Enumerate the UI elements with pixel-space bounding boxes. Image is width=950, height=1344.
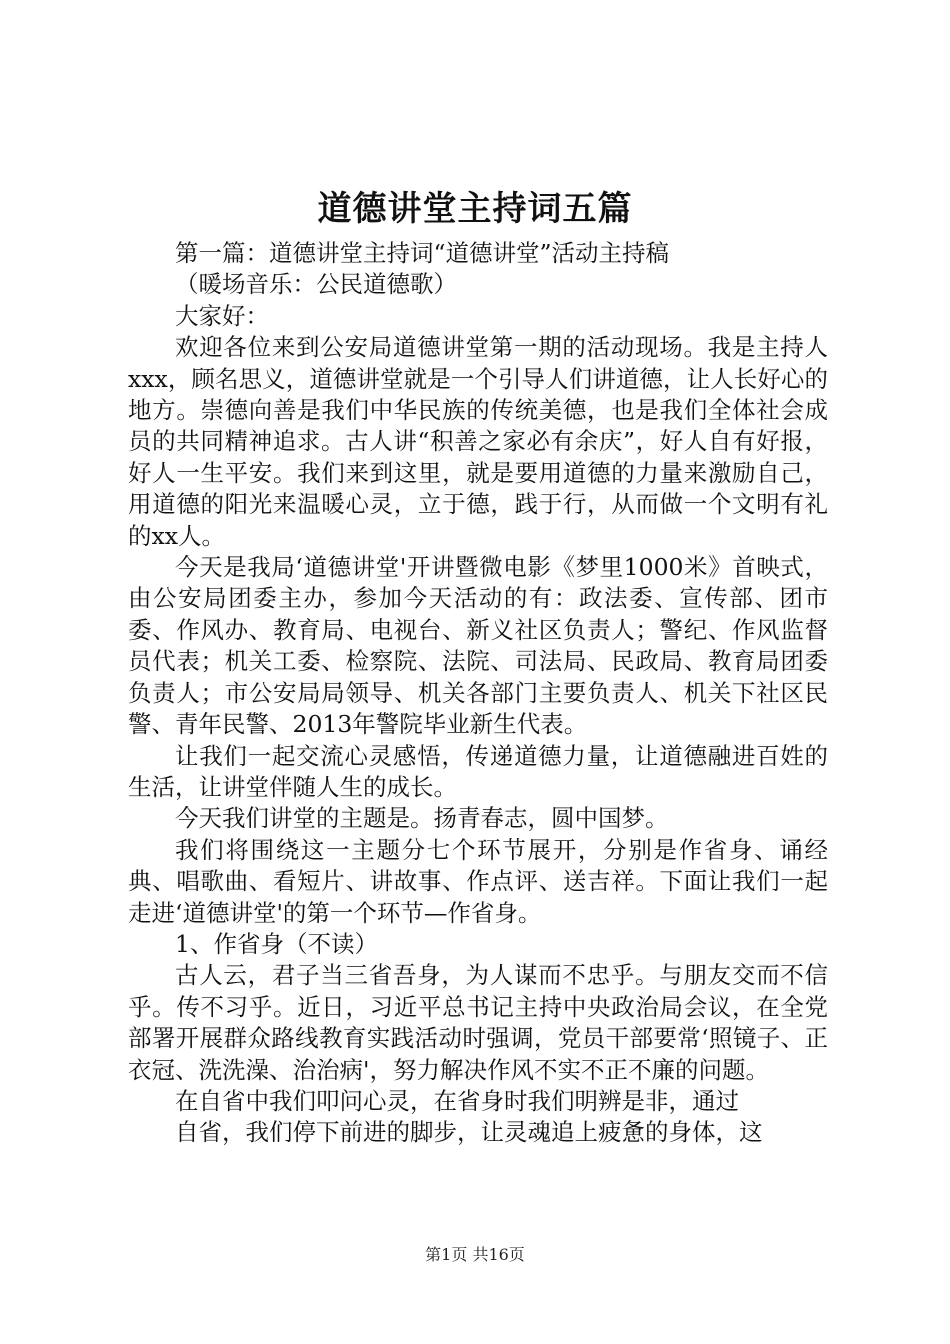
- document-title: 道德讲堂主持词五篇: [317, 189, 633, 229]
- paragraph-seven-sections: 我们将围绕这一主题分七个环节展开，分别是作省身、诵经典、唱歌曲、看短片、讲故事、作点评、送吉祥。下面让我们一起走进‘道德讲堂'的第一个环节—作省身。: [128, 835, 828, 927]
- paragraph-theme: 今天我们讲堂的主题是。扬青春志，圆中国梦。: [175, 804, 669, 833]
- paragraph-self-reflection: 在自省中我们叩问心灵，在省身时我们明辨是非，通过: [175, 1086, 739, 1115]
- paragraph-ancient-saying: 古人云，君子当三省吾身，为人谋而不忠乎。与朋友交而不信乎。传不习乎。近日，习近平总书记主持中央政治局会议，在全党部署开展群众路线教育实践活动时强调，党员干部要常‘照镜子、正衣冠、洗洗澡、治治病'，努力解决作风不实不正不廉的问题。: [128, 961, 828, 1084]
- paragraph-welcome: 欢迎各位来到公安局道德讲堂第一期的活动现场。我是主持人xxx，顾名思义，道德讲堂就是一个引导人们讲道德，让人长好心的地方。崇德向善是我们中华民族的传统美德，也是我们全体社会成员的共同精神追求。古人讲“积善之家必有余庆”，好人自有好报，好人一生平安。我们来到这里，就是要用道德的力量来激励自己，用道德的阳光来温暖心灵，立于德，践于行，从而做一个文明有礼的xx人。: [128, 333, 828, 550]
- paragraph-self-reflection-continued: 自省，我们停下前进的脚步，让灵魂追上疲惫的身体，这: [175, 1118, 763, 1147]
- document-body: [128, 238, 828, 1149]
- paragraph-section-heading: 第一篇：道德讲堂主持词“道德讲堂”活动主持稿: [175, 239, 670, 267]
- paragraph-greeting: 大家好：: [175, 301, 269, 330]
- page-footer: 第1页 共16页: [425, 1245, 525, 1264]
- paragraph-step-one-heading: 1、作省身（不读）: [175, 929, 378, 958]
- paragraph-exchange: 让我们一起交流心灵感悟，传递道德力量，让道德融进百姓的生活，让讲堂伴随人生的成长。: [128, 741, 828, 801]
- paragraph-warmup-music: （暖场音乐：公民道德歌）: [175, 270, 457, 299]
- paragraph-attendees: 今天是我局‘道德讲堂'开讲暨微电影《梦里1000米》首映式，由公安局团委主办，参加今天活动的有：政法委、宣传部、团市委、作风办、教育局、电视台、新义社区负责人；警纪、作风监督员代表；机关工委、检察院、法院、司法局、民政局、教育局团委负责人；市公安局局领导、机关各部门主要负责人、机关下社区民警、青年民警、2013年警院毕业新生代表。: [128, 553, 828, 739]
